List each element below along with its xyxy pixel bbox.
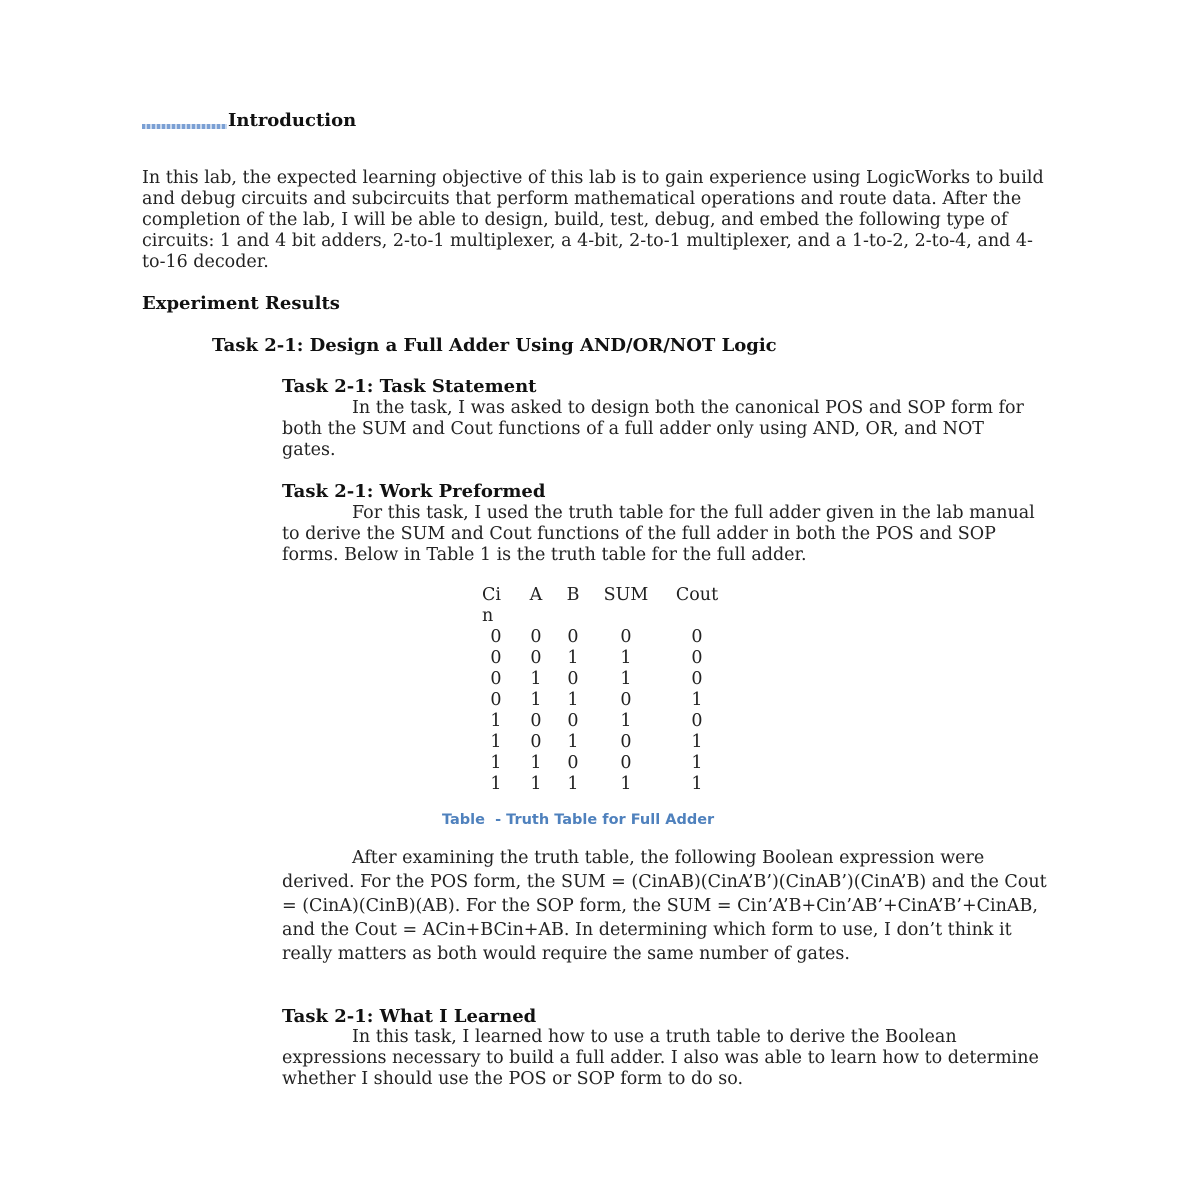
heading-style-marker	[142, 124, 227, 129]
cell: 0	[567, 669, 579, 689]
cell: 0	[620, 753, 632, 773]
cell: 1	[691, 732, 703, 752]
results-heading: Experiment Results	[142, 293, 340, 314]
cell: 1	[620, 774, 632, 794]
cell: 1	[691, 774, 703, 794]
table-row	[476, 627, 732, 648]
cell: 1	[490, 732, 502, 752]
table-row	[476, 753, 732, 774]
cell: 1	[530, 774, 542, 794]
cell: 1	[620, 669, 632, 689]
cell: 1	[691, 753, 703, 773]
cell: 1	[691, 690, 703, 710]
cell: 1	[620, 711, 632, 731]
cell: 0	[530, 648, 542, 668]
cell: 0	[490, 690, 502, 710]
cell: 1	[567, 774, 579, 794]
header-cout: Cout	[675, 585, 719, 605]
cell: 0	[567, 753, 579, 773]
cell: 0	[530, 627, 542, 647]
statement-text: In the task, I was asked to design both the canonical POS and SOP form for both the SUM and Cout functions of a full adder only using AND, OR, and NOT gates.	[282, 398, 1024, 460]
cell: 1	[490, 774, 502, 794]
table-row	[476, 711, 732, 732]
truth-table	[476, 585, 732, 795]
intro-paragraph: In this lab, the expected learning objective of this lab is to gain experience using LogicWorks to build and debug circuits and subcircuits that perform mathematical operations and route data. After the completion of the lab, I will be able to design, build, test, debug, and embed the following type of circuits: 1 and 4 bit adders, 2-to-1 multiplexer, a 4-bit, 2-to-1 multiplexer, and a 1-to-2, 2-to-4, and 4-to-16 decoder.	[142, 168, 1044, 272]
header-cin: Ci n	[482, 585, 501, 626]
cell: 0	[691, 648, 703, 668]
cell: 1	[490, 753, 502, 773]
cell: 0	[490, 669, 502, 689]
statement-heading: Task 2-1: Task Statement	[282, 376, 537, 397]
cell: 0	[620, 732, 632, 752]
table-row	[476, 732, 732, 753]
header-a: A	[529, 585, 543, 605]
cell: 0	[691, 627, 703, 647]
learned-heading: Task 2-1: What I Learned	[282, 1006, 537, 1027]
cell: 0	[567, 711, 579, 731]
learned-text: In this task, I learned how to use a truth table to derive the Boolean expressions necessary to build a full adder. I also was able to learn how to determine whether I should use the POS or SOP form to do so.	[282, 1027, 1039, 1089]
cell: 0	[490, 627, 502, 647]
cell: 1	[567, 732, 579, 752]
cell: 1	[530, 690, 542, 710]
truth-table-header	[476, 585, 732, 627]
cell: 0	[530, 711, 542, 731]
table-caption: Table - Truth Table for Full Adder	[442, 812, 715, 828]
cell: 1	[620, 648, 632, 668]
cell: 1	[490, 711, 502, 731]
analysis-paragraph: After examining the truth table, the following Boolean expression were derived. For the POS form, the SUM = (CinAB)(CinA’B’)(CinAB’)(CinA’B) and the Cout = (CinA)(CinB)(AB). For the SOP form, the SUM = Cin’A’B+Cin’AB’+CinA’B’+CinAB, and the Cout = ACin+BCin+AB. In determining which form to use, I don’t think it really matters as both would require the same number of gates.	[282, 848, 1047, 964]
cell: 0	[691, 669, 703, 689]
work-text: For this task, I used the truth table for the full adder given in the lab manual to derive the SUM and Cout functions of the full adder in both the POS and SOP forms. Below in Table 1 is the truth table for the full adder.	[282, 503, 1035, 565]
cell: 1	[530, 669, 542, 689]
task-heading: Task 2-1: Design a Full Adder Using AND/OR/NOT Logic	[212, 335, 777, 356]
table-row	[476, 690, 732, 711]
cell: 0	[530, 732, 542, 752]
table-row	[476, 774, 732, 795]
intro-heading: Introduction	[228, 110, 357, 131]
cell: 1	[530, 753, 542, 773]
header-b: B	[566, 585, 580, 605]
cell: 0	[691, 711, 703, 731]
work-heading: Task 2-1: Work Preformed	[282, 481, 546, 502]
table-row	[476, 648, 732, 669]
cell: 0	[620, 627, 632, 647]
header-sum: SUM	[603, 585, 649, 605]
table-row	[476, 669, 732, 690]
cell: 1	[567, 648, 579, 668]
cell: 0	[567, 627, 579, 647]
cell: 1	[567, 690, 579, 710]
cell: 0	[620, 690, 632, 710]
cell: 0	[490, 648, 502, 668]
